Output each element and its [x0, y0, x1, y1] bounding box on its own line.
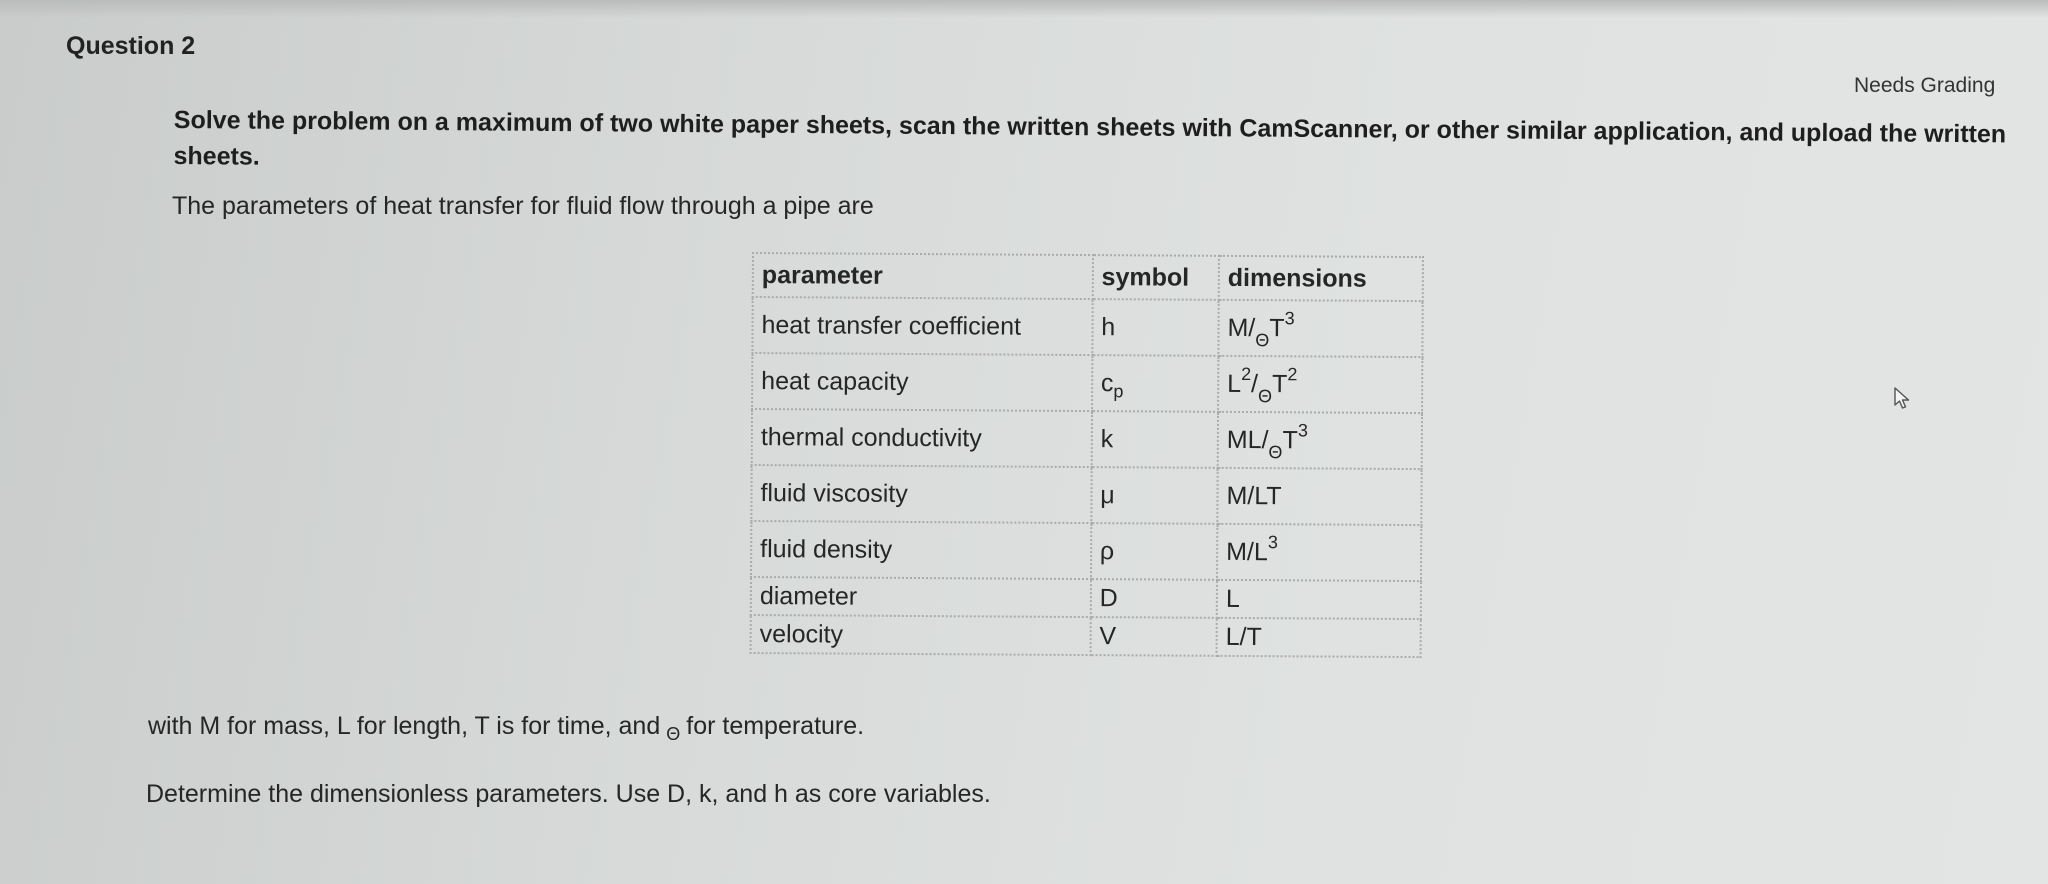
dims-num: L	[1227, 369, 1242, 398]
row-dimensions	[1218, 300, 1422, 357]
footnote-before: with M for mass, L for length, T is for time, and	[148, 712, 661, 740]
intro-text: The parameters of heat transfer for fluid flow through a pipe are	[172, 192, 874, 220]
table-row	[752, 297, 1422, 357]
row-parameter: fluid density	[751, 521, 1091, 579]
row-dimensions	[1217, 524, 1421, 581]
dims-sup: 3	[1267, 531, 1278, 552]
table-row	[752, 409, 1422, 469]
dims-den: T	[1271, 369, 1288, 398]
top-edge	[0, 0, 2048, 18]
dims-num: M/L	[1226, 537, 1268, 566]
instructions-text: Solve the problem on a maximum of two white paper sheets, scan the written sheets with CamScanner, or other similar application, and upload the written sheets.	[173, 105, 2007, 171]
dims-num: ML/	[1226, 425, 1269, 454]
question-title: Question 2	[66, 32, 196, 60]
dims-slash: /	[1251, 369, 1259, 398]
dims-theta: Θ	[1268, 441, 1283, 462]
task-text: Determine the dimensionless parameters. Use D, k, and h as core variables.	[146, 780, 991, 808]
footnote-after: for temperature.	[686, 712, 865, 740]
dims-num-sup: 2	[1241, 363, 1252, 384]
row-dimensions	[1218, 356, 1422, 413]
table-row	[752, 353, 1422, 413]
header-dimensions: dimensions	[1219, 256, 1423, 301]
dims-den: T	[1282, 425, 1298, 454]
dims-theta: Θ	[1257, 385, 1273, 406]
header-symbol: symbol	[1092, 255, 1219, 300]
row-parameter: heat capacity	[752, 353, 1092, 411]
row-parameter: fluid viscosity	[751, 465, 1091, 523]
row-parameter: heat transfer coefficient	[752, 297, 1092, 355]
table-row	[751, 577, 1421, 619]
row-symbol: μ	[1091, 467, 1218, 524]
row-parameter: diameter	[751, 577, 1091, 617]
dims-sup: 2	[1287, 363, 1298, 384]
dims-num: M/	[1227, 313, 1256, 342]
table-row	[751, 521, 1421, 581]
row-dimensions	[1218, 412, 1422, 469]
row-dimensions: L	[1217, 580, 1421, 619]
row-symbol: V	[1090, 617, 1216, 656]
row-symbol: k	[1091, 411, 1218, 468]
row-parameter: velocity	[751, 615, 1091, 655]
row-parameter: thermal conductivity	[752, 409, 1092, 467]
table-row	[751, 465, 1421, 525]
dims-sup: 3	[1297, 419, 1308, 440]
parameters-table	[750, 252, 1424, 658]
table-header-row	[753, 253, 1423, 301]
footnote-text	[148, 712, 865, 744]
dims-sup: 3	[1284, 307, 1295, 328]
dims-den: T	[1269, 313, 1285, 342]
header-parameter: parameter	[753, 253, 1093, 299]
symbol-sub: p	[1113, 380, 1124, 401]
row-dimensions: M/LT	[1217, 468, 1421, 525]
grading-status: Needs Grading	[1854, 74, 1996, 97]
row-symbol: ρ	[1091, 523, 1218, 580]
row-symbol: D	[1091, 579, 1217, 618]
symbol-base: c	[1100, 368, 1114, 397]
footnote-theta: Θ	[666, 724, 681, 744]
row-dimensions: L/T	[1217, 618, 1421, 657]
row-symbol: h	[1092, 299, 1219, 356]
row-symbol	[1092, 355, 1219, 412]
mouse-pointer-icon	[1893, 386, 1911, 410]
table-row	[751, 615, 1421, 657]
dims-theta: Θ	[1255, 329, 1270, 350]
